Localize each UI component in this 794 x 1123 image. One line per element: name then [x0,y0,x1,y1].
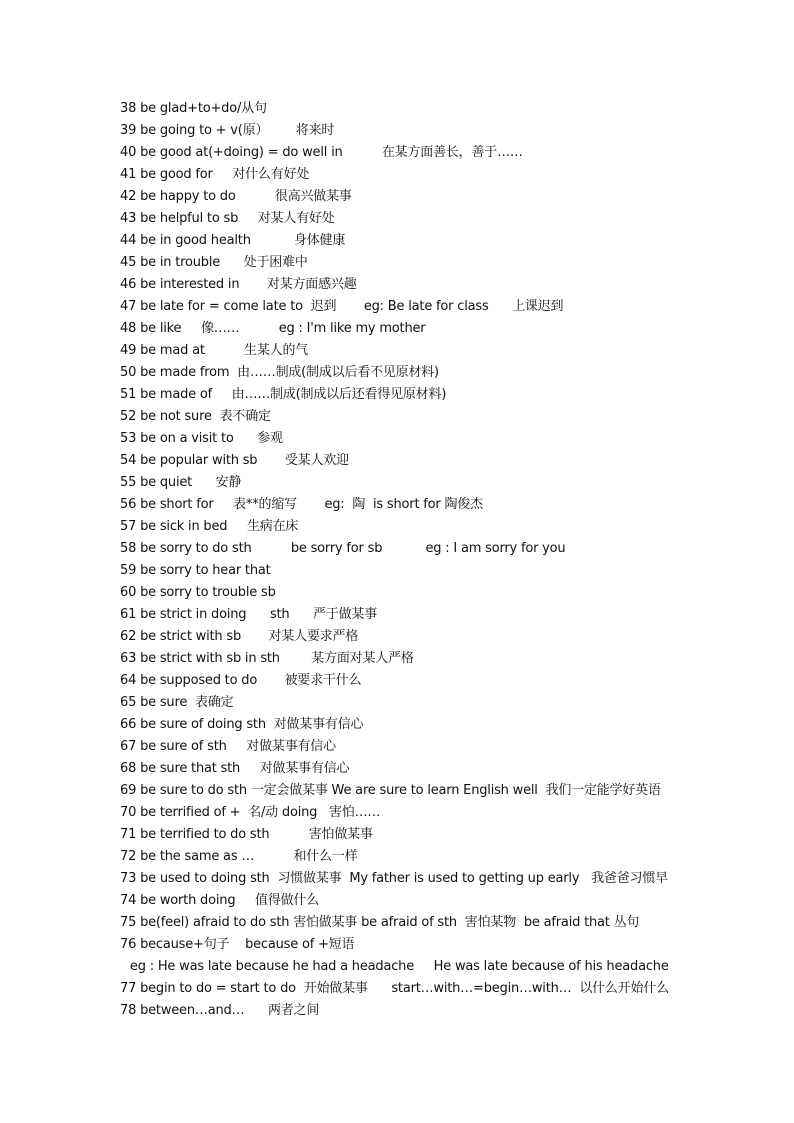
phrase-line: 38 be glad+to+do/从句 [120,101,267,116]
phrase-line: 77 begin to do = start to do 开始做某事 start…with…=begin…with… 以什么开始什么 [120,981,669,996]
phrase-line: 74 be worth doing 值得做什么 [120,893,320,908]
phrase-line: 70 be terrified of + 名/动 doing 害怕…… [120,805,381,820]
phrase-line: 46 be interested in 对某方面感兴趣 [120,277,357,292]
phrase-line: 55 be quiet 安静 [120,475,242,490]
phrase-line: 75 be(feel) afraid to do sth 害怕做某事 be afraid of sth 害怕某物 be afraid that 丛句 [120,915,640,930]
phrase-line: 60 be sorry to trouble sb [120,585,276,600]
phrase-line: 52 be not sure 表不确定 [120,409,271,424]
phrase-line: 54 be popular with sb 受某人欢迎 [120,453,349,468]
phrase-line: 59 be sorry to hear that [120,563,271,578]
phrase-line: 58 be sorry to do sth be sorry for sb eg : I am sorry for you [120,541,566,556]
phrase-line: 57 be sick in bed 生病在床 [120,519,299,534]
phrase-line: 76 because+句子 because of +短语 [120,937,355,952]
phrase-line: 63 be strict with sb in sth 某方面对某人严格 [120,651,414,666]
phrase-line: 67 be sure of sth 对做某事有信心 [120,739,336,754]
phrase-line: 43 be helpful to sb 对某人有好处 [120,211,335,226]
phrase-line: 45 be in trouble 处于困难中 [120,255,308,270]
phrase-line: 41 be good for 对什么有好处 [120,167,310,182]
phrase-line: 51 be made of 由……制成(制成以后还看得见原材料) [120,387,447,402]
phrase-line: 56 be short for 表**的缩写 eg: 陶 is short for 陶俊杰 [120,497,483,512]
phrase-line: 62 be strict with sb 对某人要求严格 [120,629,359,644]
phrase-line: 69 be sure to do sth 一定会做某事 We are sure to learn English well 我们一定能学好英语 [120,783,661,798]
phrase-line: 72 be the same as … 和什么一样 [120,849,358,864]
phrase-line: 68 be sure that sth 对做某事有信心 [120,761,350,776]
phrase-line: 48 be like 像…… eg : I'm like my mother [120,321,426,336]
phrase-line: 73 be used to doing sth 习惯做某事 My father is used to getting up early 我爸爸习惯早 [120,871,668,886]
phrase-line: 42 be happy to do 很高兴做某事 [120,189,352,204]
phrase-line: 64 be supposed to do 被要求干什么 [120,673,362,688]
phrase-line: 44 be in good health 身体健康 [120,233,346,248]
phrase-line: 50 be made from 由……制成(制成以后看不见原材料) [120,365,439,380]
phrase-line: 47 be late for = come late to 迟到 eg: Be late for class 上课迟到 [120,299,564,314]
phrase-line: 53 be on a visit to 参观 [120,431,283,446]
phrase-line: 78 between…and… 两者之间 [120,1003,320,1018]
phrase-line: 61 be strict in doing sth 严于做某事 [120,607,378,622]
phrase-list [120,98,780,1022]
phrase-line: 66 be sure of doing sth 对做某事有信心 [120,717,364,732]
phrase-line: 40 be good at(+doing) = do well in 在某方面善长，善于…… [120,145,523,160]
phrase-line: 39 be going to + v(原） 将来时 [120,123,335,138]
example-line: eg : He was late because he had a headache He was late because of his headache [126,959,669,974]
phrase-line: 71 be terrified to do sth 害怕做某事 [120,827,373,842]
phrase-line: 65 be sure 表确定 [120,695,234,710]
phrase-line: 49 be mad at 生某人的气 [120,343,309,358]
